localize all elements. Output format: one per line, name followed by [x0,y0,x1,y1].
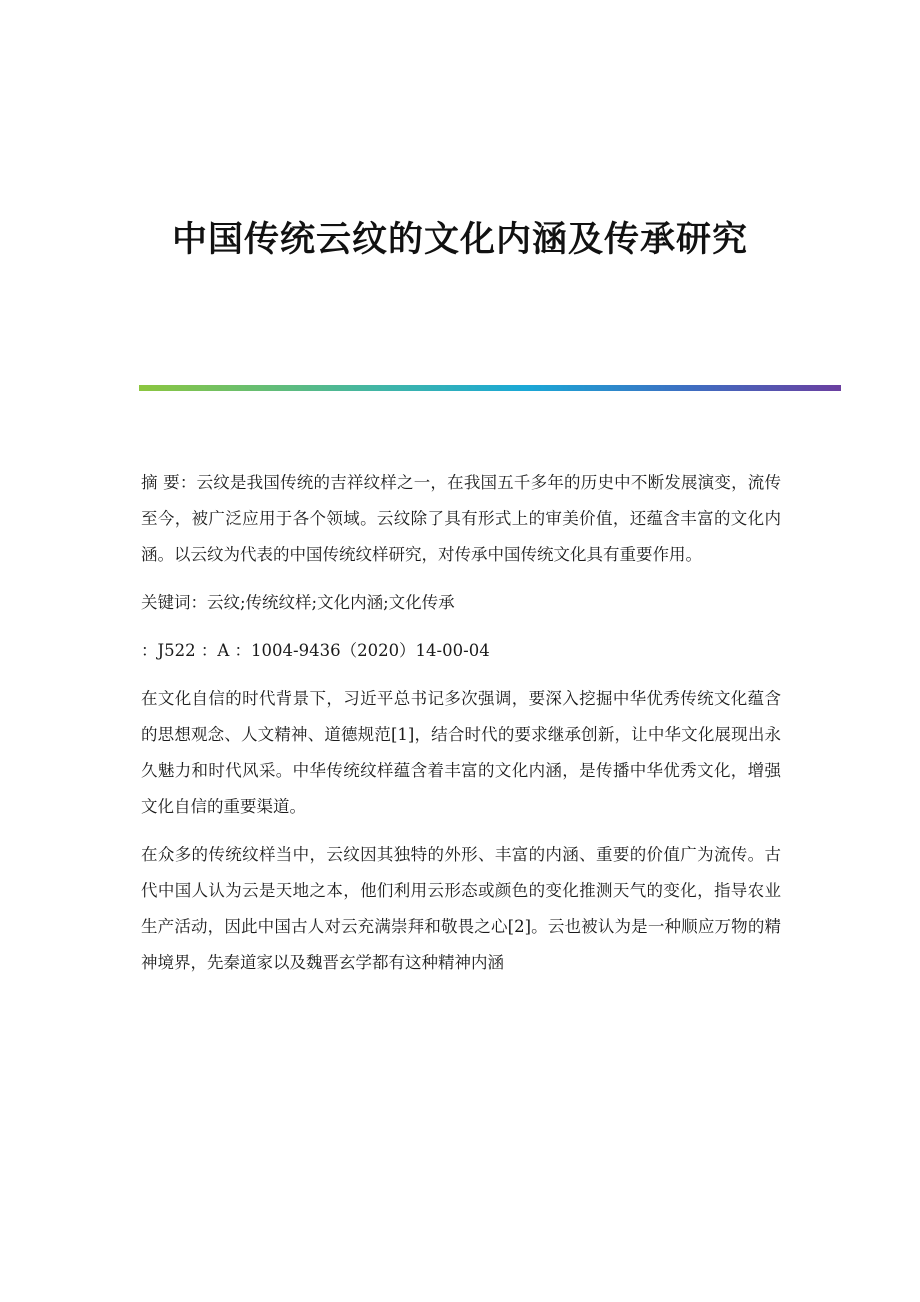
keywords-text: 云纹;传统纹样;文化内涵;文化传承 [207,593,455,612]
classification-line: ：J522 ：A ：1004-9436（2020）14-00-04 [141,641,490,660]
keywords-line [141,585,781,621]
abstract-label: 摘 要： [141,473,197,492]
abstract-text: 云纹是我国传统的吉祥纹样之一，在我国五千多年的历史中不断发展演变，流传至今，被广泛应用于各个领域。云纹除了具有形式上的审美价值，还蕴含丰富的文化内涵。以云纹为代表的中国传统纹样研究，对传承中国传统文化具有重要作用。 [141,473,781,564]
body-paragraph-1: 在文化自信的时代背景下，习近平总书记多次强调，要深入挖掘中华优秀传统文化蕴含的思想观念、人文精神、道德规范[1]，结合时代的要求继承创新，让中华文化展现出永久魅力和时代风采。中华传统纹样蕴含着丰富的文化内涵，是传播中华优秀文化，增强文化自信的重要渠道。 [141,689,781,816]
document-title: 中国传统云纹的文化内涵及传承研究 [171,220,748,260]
article-body [141,465,781,993]
abstract-paragraph [141,465,781,573]
gradient-divider [139,385,841,391]
body-paragraph-2: 在众多的传统纹样当中，云纹因其独特的外形、丰富的内涵、重要的价值广为流传。古代中国人认为云是天地之本，他们利用云形态或颜色的变化推测天气的变化，指导农业生产活动，因此中国古人对云充满崇拜和敬畏之心[2]。云也被认为是一种顺应万物的精神境界，先秦道家以及魏晋玄学都有这种精神内涵 [141,845,781,972]
keywords-label: 关键词： [141,593,207,612]
